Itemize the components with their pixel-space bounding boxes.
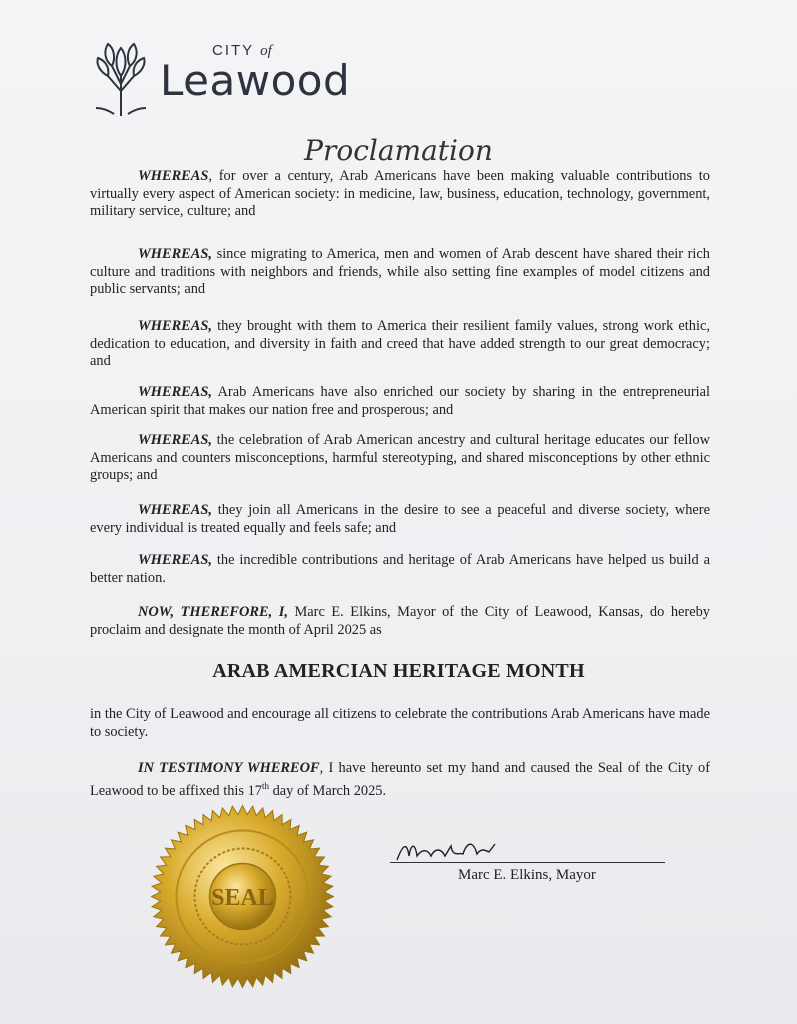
logo-city-name: Leawood bbox=[160, 56, 351, 105]
whereas-paragraph: WHEREAS, Arab Americans have also enriched our society by sharing in the entrepreneurial American spirit that makes our nation free and prosperous; and bbox=[90, 384, 710, 418]
encourage-paragraph: in the City of Leawood and encourage all citizens to celebrate the contributions Arab Americans have made to society. bbox=[90, 706, 710, 740]
therefore-paragraph: NOW, THEREFORE, I, Marc E. Elkins, Mayor of the City of Leawood, Kansas, do hereby proclaim and designate the month of April 2025 as bbox=[90, 604, 710, 638]
signer-name: Marc E. Elkins, Mayor bbox=[458, 867, 596, 883]
whereas-paragraph: WHEREAS, for over a century, Arab Americans have been making valuable contributions to virtually every aspect of American society: in medicine, law, business, education, technology, government, military service, culture; and bbox=[90, 168, 710, 219]
city-logo bbox=[90, 36, 350, 118]
seal-label: SEAL bbox=[211, 885, 274, 911]
testimony-paragraph: IN TESTIMONY WHEREOF, I have hereunto set my hand and caused the Seal of the City of Leawood to be affixed this 17th day of March 2025. bbox=[90, 760, 711, 799]
mayor-signature bbox=[393, 836, 513, 864]
whereas-paragraph: WHEREAS, since migrating to America, men and women of Arab descent have shared their rich culture and traditions with neighbors and friends, while also setting fine examples of model citizens and public servants; and bbox=[90, 246, 710, 297]
logo-city-label: CITY of bbox=[212, 42, 272, 59]
whereas-paragraph: WHEREAS, the incredible contributions and heritage of Arab Americans have helped us build a better nation. bbox=[90, 552, 710, 586]
page-title: Proclamation bbox=[304, 134, 493, 167]
whereas-paragraph: WHEREAS, they brought with them to America their resilient family values, strong work ethic, dedication to education, and diversity in faith and creed that have added strength to our great democracy; and bbox=[90, 318, 710, 369]
signature-line bbox=[390, 862, 665, 863]
gold-seal bbox=[150, 804, 335, 989]
tree-logo-icon bbox=[90, 36, 152, 118]
whereas-paragraph: WHEREAS, the celebration of Arab American ancestry and cultural heritage educates our fellow Americans and counters misconceptions, harmful stereotyping, and shared misconceptions by other ethnic groups; and bbox=[90, 432, 710, 483]
proclamation-heading: ARAB AMERCIAN HERITAGE MONTH bbox=[212, 660, 585, 682]
whereas-paragraph: WHEREAS, they join all Americans in the desire to see a peaceful and diverse society, where every individual is treated equally and feels safe; and bbox=[90, 502, 710, 536]
